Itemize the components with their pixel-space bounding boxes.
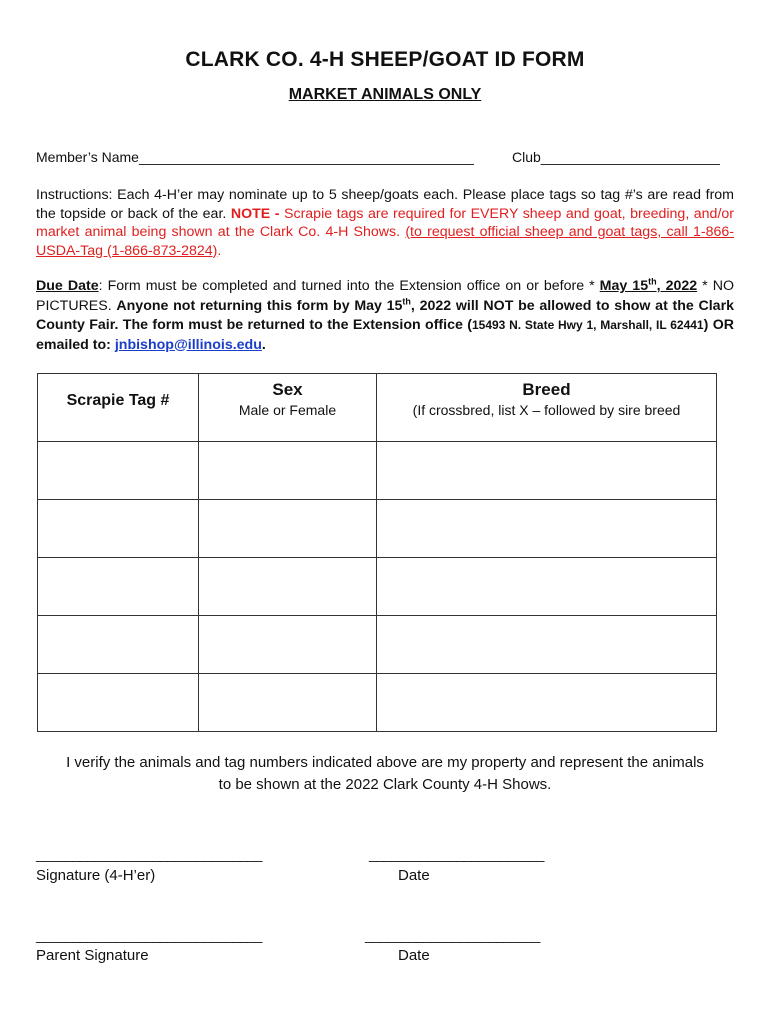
scrapie-tag-cell[interactable] — [38, 500, 199, 558]
sex-cell[interactable] — [199, 558, 377, 616]
email-link[interactable]: jnbishop@illinois.edu — [114, 336, 262, 353]
table-row — [38, 442, 717, 500]
parent-signature-line[interactable]: _______________________________ — [36, 927, 262, 943]
member-date-line[interactable]: ________________________ — [369, 846, 544, 862]
member-name-label: Member’s Name — [36, 149, 139, 165]
club-blank: _______________________ — [540, 149, 720, 165]
club-label: Club — [512, 149, 541, 165]
scrapie-tag-cell[interactable] — [38, 616, 199, 674]
extension-address: 15493 N. State Hwy 1, Marshall, IL 62441 — [471, 318, 704, 332]
sex-cell[interactable] — [199, 616, 377, 674]
instructions-paragraph — [36, 186, 734, 260]
due-warning: Anyone not returning this form by May 15th, 2022 will NOT be allowed to show at the Clark County Fair. The form must be returned to the Extension office ( — [36, 295, 734, 333]
member-signature-label: Signature (4-H’er) — [36, 867, 156, 884]
breed-cell[interactable] — [377, 500, 717, 558]
table-row — [38, 616, 717, 674]
due-text1: : Form must be completed and turned into the Extension office on or before * — [98, 278, 600, 294]
verification-statement: I verify the animals and tag numbers indicated above are my property and represent the animals to be shown at the 2022 Clark County 4-H Shows. — [66, 754, 704, 793]
member-signature-line[interactable]: _______________________________ — [36, 846, 262, 862]
table-row — [38, 500, 717, 558]
member-name-field[interactable] — [36, 149, 474, 165]
breed-header: Breed (If crossbred, list X – followed by sire breed — [377, 374, 717, 442]
club-field[interactable] — [512, 149, 720, 165]
sex-header: Sex Male or Female — [199, 374, 377, 442]
table-row — [38, 674, 717, 732]
due-date-label: Due Date — [36, 278, 99, 294]
breed-cell[interactable] — [377, 616, 717, 674]
instructions-text: Instructions: Each 4-H’er may nominate up to 5 sheep/goats each. Please place tags so tag #’s are read from the topside or back of the ear. — [36, 187, 734, 222]
scrapie-tag-cell[interactable] — [38, 442, 199, 500]
scrapie-tag-cell[interactable] — [38, 558, 199, 616]
due-end: . — [261, 336, 266, 353]
instructions-end: . — [217, 242, 222, 259]
table-row — [38, 558, 717, 616]
request-tags-link[interactable]: (to request official sheep and goat tags, call 1-866-USDA-Tag (1-866-873-2824) — [36, 224, 734, 259]
parent-date-label: Date — [398, 947, 430, 964]
due-date-paragraph — [36, 277, 734, 355]
due-date-value: May 15th, 2022 — [599, 276, 698, 294]
note-label: NOTE - — [230, 205, 280, 222]
scrapie-tag-cell[interactable] — [38, 674, 199, 732]
form-title: CLARK CO. 4-H SHEEP/GOAT ID FORM — [185, 48, 585, 71]
breed-cell[interactable] — [377, 442, 717, 500]
note-text: Scrapie tags are required for EVERY sheep and goat, breeding, and/or market animal being shown at the Clark Co. 4-H Shows. — [36, 205, 735, 240]
parent-date-line[interactable]: ________________________ — [365, 927, 540, 943]
member-name-blank: ___________________________________________ — [138, 149, 474, 165]
sex-cell[interactable] — [199, 500, 377, 558]
breed-cell[interactable] — [377, 674, 717, 732]
parent-signature-label: Parent Signature — [36, 947, 149, 964]
sex-cell[interactable] — [199, 674, 377, 732]
form-subtitle: MARKET ANIMALS ONLY — [288, 86, 482, 103]
sex-cell[interactable] — [199, 442, 377, 500]
animal-table — [37, 373, 717, 732]
breed-cell[interactable] — [377, 558, 717, 616]
due-text3: ) OR emailed to: — [36, 317, 734, 353]
due-text2: * NO PICTURES. — [36, 278, 735, 314]
member-date-label: Date — [398, 867, 430, 884]
scrapie-tag-header: Scrapie Tag # — [38, 374, 199, 442]
